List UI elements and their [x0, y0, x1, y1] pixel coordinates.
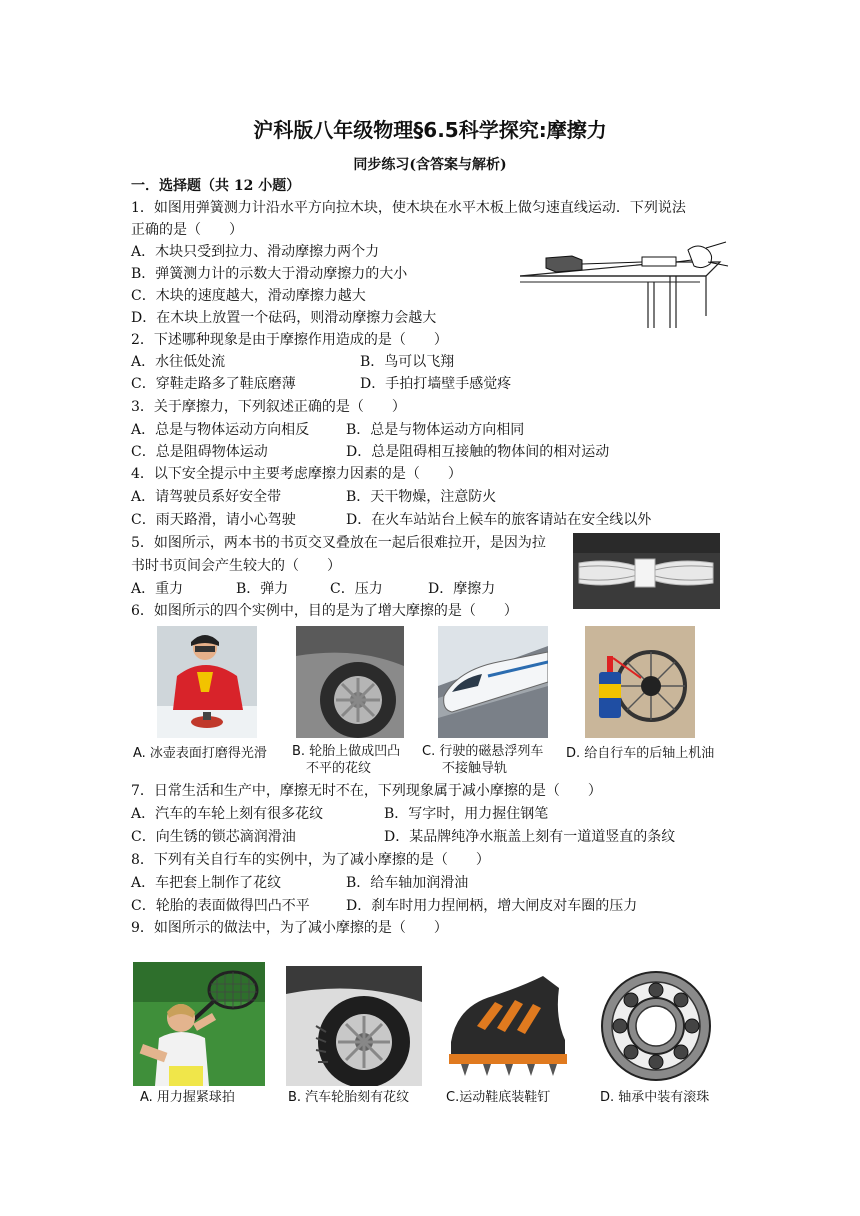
q2-option-c: C．穿鞋走路多了鞋底磨薄 [131, 376, 296, 392]
q5-option-b: B．弹力 [236, 581, 289, 597]
q1-option-c: C．木块的速度越大，滑动摩擦力越大 [131, 288, 366, 304]
q9-caption-d: D. 轴承中装有滚珠 [600, 1090, 710, 1105]
q8-option-d: D．刹车时用力捏闸柄，增大闸皮对车圈的压力 [346, 898, 638, 914]
q1-option-a: A．木块只受到拉力、滑动摩擦力两个力 [131, 244, 380, 260]
q4-option-b: B．天干物燥，注意防火 [346, 489, 497, 505]
q7-option-c: C．向生锈的锁芯滴润滑油 [131, 829, 296, 845]
q5-stem-line1: 5．如图所示，两本书的书页交叉叠放在一起后很难拉开，是因为拉 [131, 535, 546, 551]
q1-stem-line1: 1．如图用弹簧测力计沿水平方向拉木块，使木块在水平木板上做匀速直线运动．下列说法 [131, 200, 686, 216]
q8-stem: 8．下列有关自行车的实例中，为了减小摩擦的是（ ） [131, 852, 490, 868]
q5-option-d: D．摩擦力 [428, 581, 496, 597]
q2-stem: 2．下述哪种现象是由于摩擦作用造成的是（ ） [131, 332, 448, 348]
q3-stem: 3．关于摩擦力，下列叙述正确的是（ ） [131, 399, 406, 415]
q6-caption-b-line1: B. 轮胎上做成凹凸 [292, 744, 401, 759]
q4-option-c: C．雨天路滑，请小心驾驶 [131, 512, 296, 528]
page-subtitle: 同步练习(含答案与解析) [353, 157, 507, 173]
tire-tread-photo [296, 626, 404, 738]
page-title: 沪科版八年级物理§6.5科学探究:摩擦力 [253, 118, 607, 142]
q5-stem-line2: 书时书页间会产生较大的（ ） [131, 558, 341, 574]
q1-option-d: D．在木块上放置一个砝码，则滑动摩擦力会越大 [131, 310, 437, 326]
interleaved-books-photo [573, 533, 720, 609]
curling-photo [157, 626, 257, 738]
q4-stem: 4．以下安全提示中主要考虑摩擦力因素的是（ ） [131, 466, 462, 482]
q6-caption-c-line2: 不接触导轨 [442, 761, 508, 776]
spiked-shoe-photo [443, 966, 571, 1086]
q3-option-a: A．总是与物体运动方向相反 [131, 422, 310, 438]
q6-caption-b-line2: 不平的花纹 [306, 761, 372, 776]
q7-option-a: A．汽车的车轮上刻有很多花纹 [131, 806, 324, 822]
q4-option-d: D．在火车站站台上候车的旅客请站在安全线以外 [346, 512, 652, 528]
q9-caption-a: A. 用力握紧球拍 [140, 1090, 235, 1105]
q5-option-a: A．重力 [131, 581, 184, 597]
q1-option-b: B．弹簧测力计的示数大于滑动摩擦力的大小 [131, 266, 408, 282]
q6-caption-d: D. 给自行车的后轴上机油 [566, 746, 715, 761]
section-heading: 一．选择题（共 12 小题） [131, 178, 301, 194]
spring-scale-table-figure [520, 236, 732, 328]
q1-stem-line2: 正确的是（ ） [131, 222, 243, 238]
q9-caption-b: B. 汽车轮胎刻有花纹 [288, 1090, 410, 1105]
q4-option-a: A．请驾驶员系好安全带 [131, 489, 282, 505]
q8-option-c: C．轮胎的表面做得凹凸不平 [131, 898, 310, 914]
q3-option-c: C．总是阻碍物体运动 [131, 444, 268, 460]
q8-option-b: B．给车轴加润滑油 [346, 875, 469, 891]
q3-option-d: D．总是阻碍相互接触的物体间的相对运动 [346, 444, 610, 460]
q5-option-c: C．压力 [330, 581, 383, 597]
q3-option-b: B．总是与物体运动方向相同 [346, 422, 525, 438]
q8-option-a: A．车把套上制作了花纹 [131, 875, 282, 891]
q7-stem: 7．日常生活和生产中，摩擦无时不在，下列现象属于减小摩擦的是（ ） [131, 783, 602, 799]
q9-caption-c: C.运动鞋底装鞋钉 [446, 1090, 551, 1105]
q2-option-b: B．鸟可以飞翔 [360, 354, 455, 370]
tennis-player-photo [133, 962, 265, 1086]
q6-caption-c-line1: C. 行驶的磁悬浮列车 [422, 744, 544, 759]
q6-stem: 6．如图所示的四个实例中，目的是为了增大摩擦的是（ ） [131, 603, 518, 619]
q9-stem: 9．如图所示的做法中，为了减小摩擦的是（ ） [131, 920, 448, 936]
bicycle-oil-photo [585, 626, 695, 738]
q6-caption-a: A. 冰壶表面打磨得光滑 [133, 746, 267, 761]
maglev-train-photo [438, 626, 548, 738]
q7-option-d: D．某品牌纯净水瓶盖上刻有一道道竖直的条纹 [384, 829, 676, 845]
car-tire-photo [286, 966, 422, 1086]
q2-option-d: D．手拍打墙壁手感觉疼 [360, 376, 512, 392]
ball-bearing-photo [588, 964, 724, 1088]
q7-option-b: B．写字时，用力握住钢笔 [384, 806, 549, 822]
q2-option-a: A．水往低处流 [131, 354, 226, 370]
